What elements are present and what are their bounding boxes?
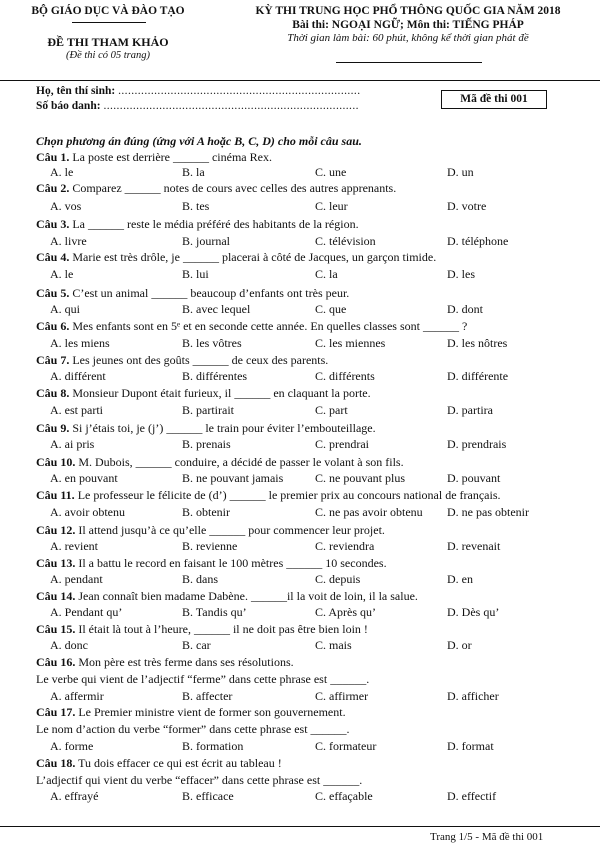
question-18-stem [36,757,282,769]
instructions: Chọn phương án đúng (ứng với A hoặc B, C, D) cho mỗi câu sau. [36,134,362,148]
option-d[interactable]: D. votre [447,199,487,213]
question-label: Câu 12. [36,523,76,537]
option-d[interactable]: D. effectif [447,789,497,803]
option-a[interactable]: A. livre [50,234,87,248]
candidate-id-label: Số báo danh: [36,100,101,112]
question-text: Marie est très drôle, je ______ placerai à côté de Jacques, un garçon timide. [72,250,437,264]
option-a[interactable]: A. pendant [50,572,103,586]
question-label: Câu 11. [36,488,75,502]
question-17-options [0,740,600,754]
option-c[interactable]: C. que [315,302,347,316]
option-b[interactable]: B. car [182,638,211,652]
question-16-stem [36,656,294,668]
question-18-options [0,790,600,804]
question-label: Câu 10. [36,455,76,469]
question-16-options [0,690,600,704]
option-b[interactable]: B. obtenir [182,505,230,519]
exam-code-box: Mã đề thi 001 [441,90,547,109]
question-text: Monsieur Dupont était furieux, il ______ en claquant la porte. [72,386,371,400]
option-a[interactable]: A. le [50,267,74,281]
pages-note: (Đề thi có 05 trang) [66,49,150,61]
header-divider [0,80,600,81]
option-c[interactable]: C. effaçable [315,789,373,803]
question-text: La poste est derrière ______ cinéma Rex. [72,150,272,164]
option-b[interactable]: B. revienne [182,539,238,553]
option-a[interactable]: A. forme [50,739,94,753]
option-d[interactable]: D. les nôtres [447,336,508,350]
question-text: Les jeunes ont des goûts ______ de ceux des parents. [72,353,329,367]
option-d[interactable]: D. revenait [447,539,501,553]
option-d[interactable]: D. Dès qu’ [447,605,500,619]
option-c[interactable]: C. leur [315,199,348,213]
header-right [222,6,594,44]
option-d[interactable]: D. ne pas obtenir [447,505,529,519]
question-17-prompt: Le nom d’action du verbe “former” dans cette phrase est ______. [36,722,350,736]
question-15-stem [36,623,368,635]
option-d[interactable]: D. afficher [447,689,499,703]
question-6-stem [36,320,467,332]
option-b[interactable]: B. avec lequel [182,302,251,316]
question-label: Câu 17. [36,705,76,719]
question-9-options [0,438,600,452]
question-text: Mon père est très ferme dans ses résolutions. [78,655,294,669]
question-text: La ______ reste le média préféré des habitants de la région. [72,217,359,231]
question-9-stem [36,422,376,434]
question-text: Il était là tout à l’heure, ______ il ne doit pas être bien loin ! [78,622,368,636]
option-a[interactable]: A. différent [50,369,106,383]
question-4-stem [36,251,436,263]
question-label: Câu 7. [36,353,70,367]
header-left [8,6,208,61]
option-a[interactable]: A. effrayé [50,789,99,803]
subject-line: Bài thi: NGOẠI NGỮ; Môn thi: TIẾNG PHÁP [292,18,524,31]
question-13-stem [36,557,387,569]
candidate-name-field[interactable]: .......................................................................... [118,85,361,97]
question-11-stem [36,489,501,501]
candidate-id-row [36,101,359,113]
title-underline [336,62,482,63]
question-text: C’est un animal ______ beaucoup d’enfants ont très peur. [72,286,350,300]
option-d[interactable]: D. prendrais [447,437,507,451]
option-b[interactable]: B. tes [182,199,210,213]
option-a[interactable]: A. en pouvant [50,471,118,485]
footer-divider [0,826,600,827]
question-label: Câu 6. [36,319,70,333]
question-12-options [0,540,600,554]
page-footer: Trang 1/5 - Mã đề thi 001 [430,831,544,843]
exam-kind: ĐỀ THI THAM KHẢO [47,34,169,49]
question-18-prompt: L’adjectif qui vient du verbe “effacer” dans cette phrase est ______. [36,773,363,787]
option-a[interactable]: A. qui [50,302,80,316]
option-a[interactable]: A. le [50,165,74,179]
question-label: Câu 5. [36,286,70,300]
question-2-stem [36,182,396,194]
question-14-options [0,606,600,620]
question-8-stem [36,387,371,399]
option-a[interactable]: A. les miens [50,336,110,350]
question-text: Comparez ______ notes de cours avec celles des autres apprenants. [72,181,397,195]
option-b[interactable]: B. ne pouvant jamais [182,471,284,485]
question-text: M. Dubois, ______ conduire, a décidé de passer le volant à son fils. [78,455,404,469]
time-note: Thời gian làm bài: 60 phút, không kể thời gian phát đề [287,32,529,44]
option-c[interactable]: C. mais [315,638,352,652]
option-c[interactable]: C. prendrai [315,437,369,451]
candidate-name-row [36,86,360,98]
question-label: Câu 18. [36,756,76,770]
option-b[interactable]: B. les vôtres [182,336,242,350]
question-label: Câu 3. [36,217,70,231]
option-d[interactable]: D. en [447,572,473,586]
question-label: Câu 4. [36,250,70,264]
question-label: Câu 9. [36,421,70,435]
question-10-stem [36,456,404,468]
question-2-options [0,200,600,214]
option-a[interactable]: A. donc [50,638,88,652]
option-a[interactable]: A. revient [50,539,98,553]
question-12-stem [36,524,385,536]
option-c[interactable]: C. depuis [315,572,361,586]
question-16-prompt: Le verbe qui vient de l’adjectif “ferme” dans cette phrase est ______. [36,672,370,686]
option-c[interactable]: C. différents [315,369,375,383]
ministry-underline [72,22,146,23]
option-b[interactable]: B. affecter [182,689,233,703]
option-c[interactable]: C. affirmer [315,689,369,703]
question-13-options [0,573,600,587]
option-c[interactable]: C. les miennes [315,336,386,350]
question-label: Câu 2. [36,181,70,195]
option-d[interactable]: D. dont [447,302,483,316]
option-c[interactable]: C. Après qu’ [315,605,376,619]
ministry-name: BỘ GIÁO DỤC VÀ ĐÀO TẠO [31,5,185,17]
option-b[interactable]: B. partirait [182,403,234,417]
option-a[interactable]: A. vos [50,199,82,213]
exam-title: KỲ THI TRUNG HỌC PHỔ THÔNG QUỐC GIA NĂM 2018 [255,5,561,17]
question-text: Tu dois effacer ce qui est écrit au tableau ! [78,756,282,770]
question-text: Il attend jusqu’à ce qu’elle ______ pour commencer leur projet. [78,523,385,537]
question-14-stem [36,590,418,602]
question-10-options [0,472,600,486]
question-4-options [0,268,600,282]
option-c[interactable]: C. part [315,403,348,417]
option-b[interactable]: B. différentes [182,369,248,383]
option-c[interactable]: C. la [315,267,338,281]
option-a[interactable]: A. est parti [50,403,103,417]
question-label: Câu 15. [36,622,76,636]
option-b[interactable]: B. formation [182,739,244,753]
option-c[interactable]: C. reviendra [315,539,375,553]
question-text: Le professeur le félicite de (d’) ______ le premier prix au concours national de français. [77,488,501,502]
option-b[interactable]: B. lui [182,267,209,281]
option-b[interactable]: B. dans [182,572,218,586]
option-b[interactable]: B. efficace [182,789,234,803]
question-label: Câu 8. [36,386,70,400]
option-c[interactable]: C. formateur [315,739,377,753]
option-b[interactable]: B. prenais [182,437,231,451]
question-15-options [0,639,600,653]
option-b[interactable]: B. la [182,165,205,179]
option-d[interactable]: D. téléphone [447,234,509,248]
option-a[interactable]: A. affermir [50,689,104,703]
question-8-options [0,404,600,418]
question-label: Câu 16. [36,655,76,669]
question-7-options [0,370,600,384]
option-b[interactable]: B. Tandis qu’ [182,605,247,619]
option-d[interactable]: D. un [447,165,474,179]
question-label: Câu 1. [36,150,70,164]
option-c[interactable]: C. ne pas avoir obtenu [315,505,423,519]
option-d[interactable]: D. les [447,267,475,281]
option-a[interactable]: A. avoir obtenu [50,505,125,519]
option-b[interactable]: B. journal [182,234,230,248]
option-c[interactable]: C. ne pouvant plus [315,471,405,485]
question-5-stem [36,287,349,299]
option-d[interactable]: D. pouvant [447,471,501,485]
question-label: Câu 14. [36,589,76,603]
option-a[interactable]: A. Pendant qu’ [50,605,123,619]
question-3-stem [36,218,359,230]
candidate-name-label: Họ, tên thí sinh: [36,85,116,97]
option-d[interactable]: D. partira [447,403,493,417]
question-label: Câu 13. [36,556,76,570]
candidate-id-field[interactable]: .............................................................................. [103,100,359,112]
question-text: Il a battu le record en faisant le 100 mètres ______ 10 secondes. [78,556,387,570]
question-5-options [0,303,600,317]
option-c[interactable]: C. une [315,165,347,179]
question-11-options [0,506,600,520]
question-text: Le Premier ministre vient de former son gouvernement. [78,705,346,719]
question-text: Si j’étais toi, je (j’) ______ le train pour éviter l’embouteillage. [72,421,376,435]
option-d[interactable]: D. format [447,739,494,753]
option-d[interactable]: D. différente [447,369,509,383]
question-1-options [0,166,600,180]
question-6-options [0,337,600,351]
option-d[interactable]: D. or [447,638,472,652]
option-c[interactable]: C. télévision [315,234,376,248]
question-text: Jean connaît bien madame Dabène. ______il la voit de loin, il la salue. [78,589,418,603]
question-17-stem [36,706,346,718]
question-1-stem [36,151,272,163]
question-text: Mes enfants sont en 5ᵉ et en seconde cette année. En quelles classes sont ______ ? [72,319,468,333]
question-7-stem [36,354,328,366]
option-a[interactable]: A. ai pris [50,437,95,451]
question-3-options [0,235,600,249]
